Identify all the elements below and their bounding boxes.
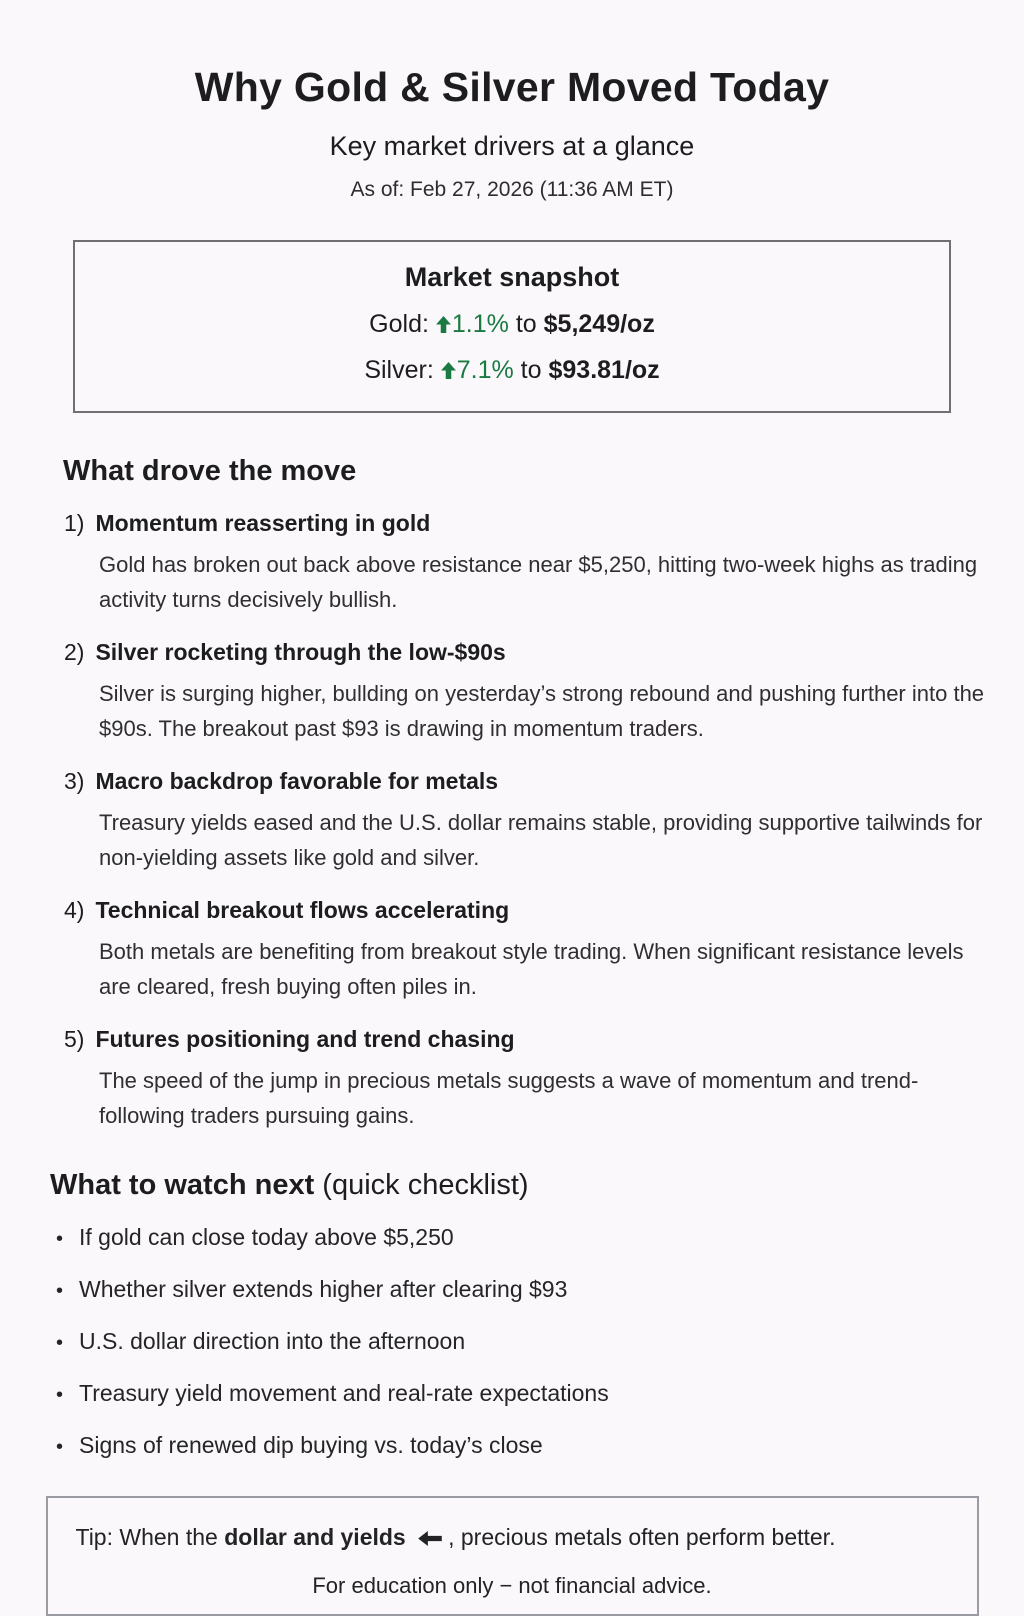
as-of-timestamp: As of: Feb 27, 2026 (11:36 AM ET) (350, 178, 674, 201)
driver-item-title: 5) Futures positioning and trend chasing (64, 1026, 515, 1052)
snapshot-title: Market snapshot (404, 262, 620, 292)
driver-item-title: 2) Silver rocketing through the low-$90s (64, 639, 506, 665)
driver-item-body: Treasury yields eased and the U.S. dollar remains stable, providing supportive tailwinds for non-yielding assets like gold and silver. (99, 810, 983, 870)
driver-number: 5) (64, 1026, 85, 1052)
driver-item-title: 3) Macro backdrop favorable for metals (64, 768, 499, 794)
page-title: Why Gold & Silver Moved Today (194, 64, 830, 110)
silver-price: $93.81/oz (548, 356, 660, 384)
silver-quote-row (85, 356, 939, 385)
tip-text: Tip: When the dollar and yields , precious metals often perform better. (75, 1524, 836, 1550)
driver-item-title: 4) Technical breakout flows accelerating (64, 897, 510, 923)
driver-number: 1) (64, 510, 85, 536)
driver-item-title: 1) Momentum reasserting in gold (64, 510, 431, 536)
watchlist-heading: What to watch next (quick checklist) (50, 1169, 529, 1201)
gold-quote-row (85, 310, 939, 339)
bullet-icon: • (56, 1436, 64, 1458)
watchlist-item: • U.S. dollar direction into the afternoon (56, 1328, 984, 1358)
bullet-icon: • (56, 1332, 64, 1354)
gold-price: $5,249/oz (543, 310, 655, 338)
silver-label: Silver: (364, 356, 434, 384)
watchlist-item: • Treasury yield movement and real-rate expectations (56, 1380, 984, 1410)
driver-item-body: Both metals are benefiting from breakout style trading. When significant resistance levels are cleared, fresh buying often piles in. (99, 939, 964, 999)
bullet-icon: • (56, 1228, 64, 1250)
page-subtitle: Key market drivers at a glance (329, 131, 695, 161)
drivers-heading: What drove the move (63, 455, 357, 487)
driver-number: 3) (64, 768, 85, 794)
gold-joiner: to (515, 310, 537, 338)
page (0, 64, 1024, 1600)
driver-number: 4) (64, 897, 85, 923)
tip-panel (46, 1496, 979, 1616)
watchlist-item: • Signs of renewed dip buying vs. today’s close (56, 1432, 984, 1462)
driver-item-body: Gold has broken out back above resistance near $5,250, hitting two-week highs as trading activity turns decisively bullish. (99, 552, 978, 612)
driver-item-body: The speed of the jump in precious metals suggests a wave of momentum and trend-following traders pursuing gains. (99, 1068, 919, 1128)
driver-item-body: Silver is surging higher, bullding on yesterday’s strong rebound and pushing further into the $90s. The breakout past $93 is drawing in momentum traders. (99, 681, 985, 741)
left-arrow-icon (414, 1531, 446, 1546)
market-snapshot-panel (73, 240, 951, 413)
bullet-icon: • (56, 1384, 64, 1406)
silver-joiner: to (520, 356, 542, 384)
up-arrow-icon (441, 362, 456, 379)
gold-change: 1.1% (436, 310, 509, 338)
silver-change: 7.1% (441, 356, 514, 384)
tip-disclaimer: For education only − not financial advice. (312, 1573, 712, 1598)
gold-label: Gold: (369, 310, 429, 338)
bullet-icon: • (56, 1280, 64, 1302)
driver-number: 2) (64, 639, 85, 665)
up-arrow-icon (436, 316, 451, 333)
watchlist-item: • If gold can close today above $5,250 (56, 1224, 984, 1254)
watchlist-item: • Whether silver extends higher after clearing $93 (56, 1276, 984, 1306)
